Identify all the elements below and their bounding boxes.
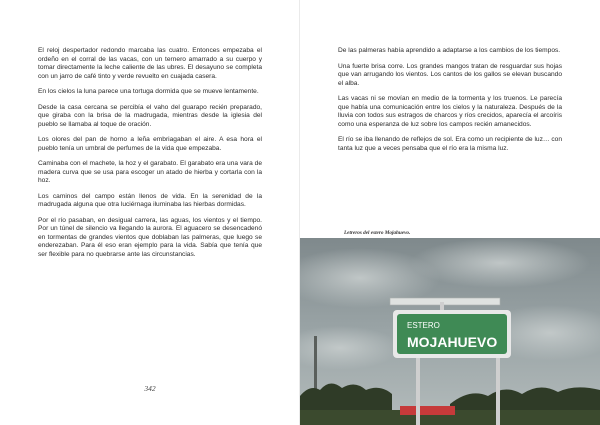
left-text-column (38, 47, 262, 266)
paragraph: Desde la casa cercana se percibía el vaho del guarapo recién preparado, que giraba con la brisa de la madrugada, mientras desde la iglesia del pueblo se llamaba al toque de oración. (38, 103, 262, 128)
paragraph: Las vacas ni se movían en medio de la tormenta y los truenos. Le parecía que había una comunicación entre los cielos y la naturaleza. Después de la lluvia con todos sus estragos de charcos y ríos crecidos, aparecía el arcoíris como una esperanza de luz sobre los campos recién amanecidos. (338, 95, 562, 128)
paragraph: En los cielos la luna parece una tortuga dormida que se mueve lentamente. (38, 88, 259, 95)
paragraph: El río se iba llenando de reflejos de sol. Era como un recipiente de luz… con tanta luz que a veces pensaba que el río era la misma luz. (338, 136, 562, 152)
red-roof (400, 406, 455, 415)
paragraph: De las palmeras había aprendido a adaptarse a los cambios de los tiempos. (338, 47, 561, 54)
sign-line1: ESTERO (407, 321, 440, 330)
photo-caption: Letreros del estero Mojahuevo. (344, 230, 411, 236)
paragraph: Una fuerte brisa corre. Los grandes mangos tratan de resguardar sus hojas que van arrugando los vientos. Los cantos de los gallos se elevan buscando el alba. (338, 62, 562, 87)
sign-line2: MOJAHUEVO (407, 334, 498, 350)
paragraph: Caminaba con el machete, la hoz y el garabato. El garabato era una vara de madera curva que se usa para escoger un atado de hierba y cortarla con la hoz. (38, 160, 262, 184)
sign-post (496, 348, 500, 425)
paragraph: Los caminos del campo están llenos de vida. En la serenidad de la madrugada alguna que otra luciérnaga iluminaba las hierbas dormidas. (38, 192, 262, 208)
paragraph: Por el río pasaban, en desigual carrera, las aguas, los vientos y el tiempo. Por un túnel de silencio va llegando la aurora. El aguacero se desencadenó en tormentas de grandes vientos que doblaban las palmeras, que luego se enderezaban. Para él eso eran ejemplo para la vida. Sabía que tenía que ser flexible para no quebrarse ante las circunstancias. (38, 216, 262, 258)
sign-post (416, 348, 420, 425)
paragraph: El reloj despertador redondo marcaba las cuatro. Entonces empezaba el ordeño en el corral de las vacas, con un ternero amarrado a su cuerpo y tomar directamente la leche caliente de las ubres. El desayuno se completa con un jarro de café tinto y verde revuelto en cuajada casera. (38, 47, 262, 80)
page-number: 342 (144, 384, 156, 393)
road-sign-photo (300, 238, 600, 425)
cloud (410, 238, 590, 288)
sign-top-board (390, 298, 500, 305)
photo-illustration (300, 238, 600, 425)
right-text-column (338, 47, 562, 160)
paragraph: Los olores del pan de horno a leña embriagaban el aire. A esa hora el pueblo tenía un umbral de perfumes de la vida que empezaba. (38, 136, 262, 152)
